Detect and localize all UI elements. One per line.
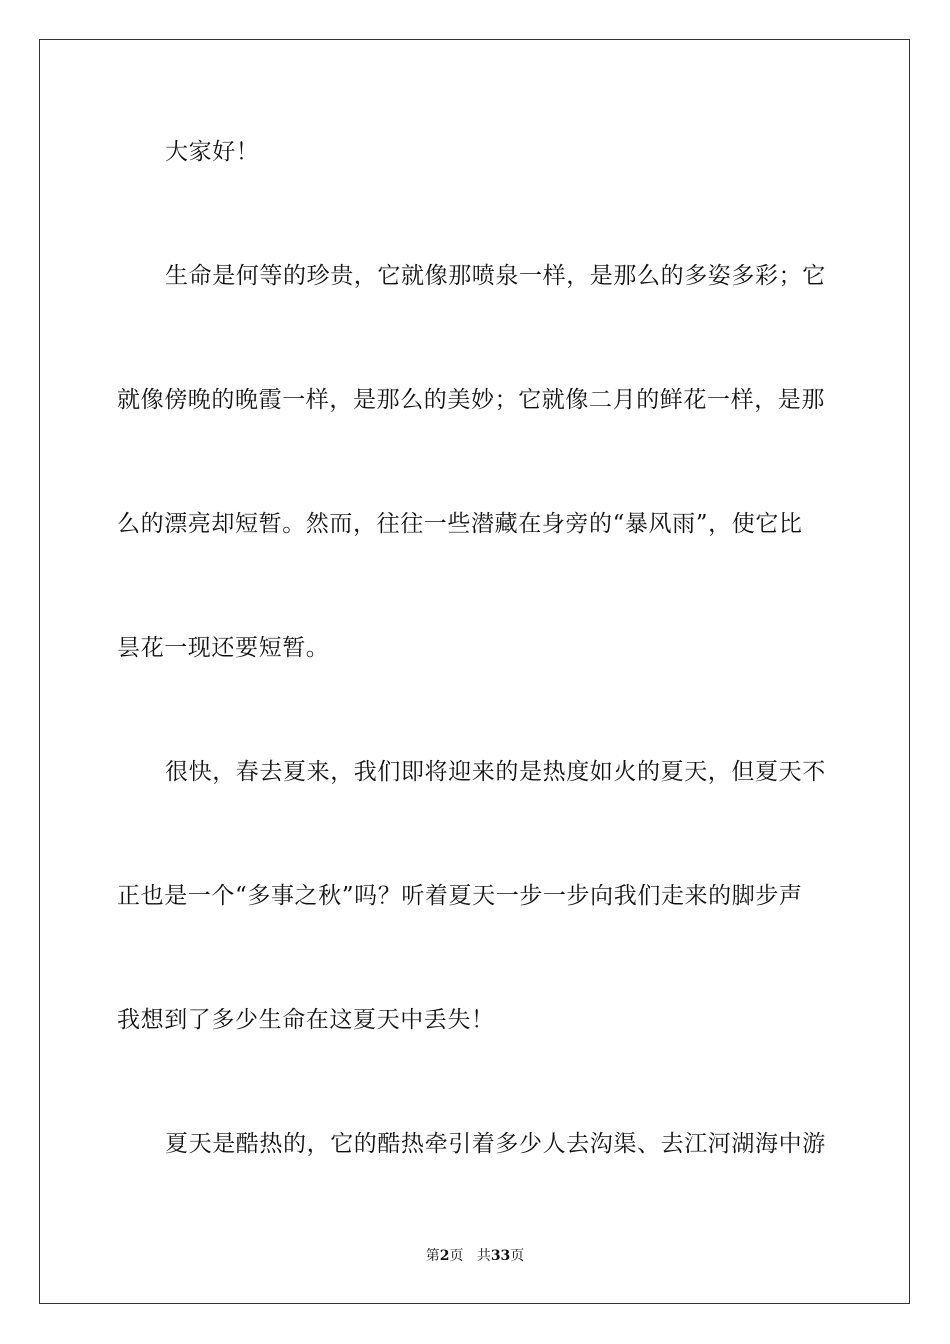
page-footer xyxy=(0,1247,950,1265)
paragraph-2-line-3: 我想到了多少生命在这夏天中丢失！ xyxy=(117,1007,495,1033)
paragraph-2-line-1: 很快，春去夏来，我们即将迎来的是热度如火的夏天，但夏天不 xyxy=(165,759,826,785)
paragraph-1-line-4: 昙花一现还要短暂。 xyxy=(117,635,330,661)
footer-total-pages: 33 xyxy=(490,1248,511,1264)
footer-total-suffix: 页 xyxy=(510,1248,525,1264)
footer-page-suffix: 页 xyxy=(449,1248,464,1264)
paragraph-1-line-2: 就像傍晚的晚霞一样，是那么的美妙；它就像二月的鲜花一样，是那 xyxy=(117,387,825,413)
paragraph-2-line-2: 正也是一个“多事之秋”吗？听着夏天一步一步向我们走来的脚步声 xyxy=(117,883,803,909)
paragraph-3-line-1: 夏天是酷热的，它的酷热牵引着多少人去沟渠、去江河湖海中游 xyxy=(165,1131,826,1157)
paragraph-1-line-3: 么的漂亮却短暂。然而，往往一些潜藏在身旁的“暴风雨”，使它比 xyxy=(117,511,803,537)
footer-total-prefix: 共 xyxy=(476,1248,491,1264)
paragraph-1-line-1: 生命是何等的珍贵，它就像那喷泉一样，是那么的多姿多彩；它 xyxy=(165,263,826,289)
greeting-line: 大家好！ xyxy=(165,139,260,165)
footer-page-number: 2 xyxy=(439,1248,450,1264)
footer-page-prefix: 第 xyxy=(425,1248,440,1264)
page-border xyxy=(39,39,910,1304)
